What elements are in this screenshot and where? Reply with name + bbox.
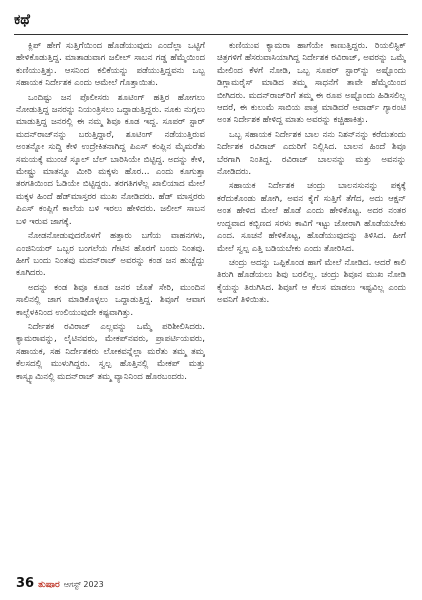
page-footer	[16, 576, 104, 592]
article-body	[16, 40, 406, 572]
paragraph: ಅದನ್ನು ಕಂಡ ಶಿವೂ ಕೂಡ ಜನರ ಜೊತೆ ಸೇರಿ, ಮುಂದಿನ ಸಾಲಿನಲ್ಲಿ ಜಾಗ ಮಾಡಿಕೊಳ್ಳಲು ಒದ್ದಾಡುತ್ತಿದ್ದ. ಶಿವೂಗೆ ಆವಾಗ ಕಾಲ್ಬೆಳಕಿನಿಂದ ಉಲಿಯುವುದೇ ಕಷ್ಟವಾಗಿತ್ತು.	[16, 282, 205, 318]
paragraph: ಕುಣಿಯುವ ಕ್ಯಾಮರಾ ಹಾಗೆಯೇ ಕಾಣುತ್ತಿದ್ದರು. ರಿಯಲಿಸ್ಟಿಕ್ ಚಿತ್ರಗಳಿಗೆ ಹೆಸರುವಾಸಿಯಾಗಿದ್ದ ನಿರ್ದೇಶಕ ರವಿರಾಜ್, ಅವರನ್ನು ಒಮ್ಮೆ ಮೇಲಿಂದ ಕೆಳಗೆ ನೋಡಿ, ಒಬ್ಬ ಸೂಪರ್ ಸ್ಟಾರ್‌ನ್ನು ಅಷ್ಟೊಂದು ಡಿಗ್ಲಾಮರೈಸ್ ಮಾಡಿದ ತಮ್ಮ ಸಾಧನೆಗೆ ತಾವೇ ಹೆಮ್ಮೆಯಿಂದ ಬೀಗಿದರು. ಮದನ್‌ರಾಜ್‌ರಿಗೆ ತಮ್ಮ ಈ ರೂಪ ಅಷ್ಟೊಂದು ಹಿಡಿಸಲಿಲ್ಲ ಆದರೆ, ಈ ಕುಲುಮೆ ಸಾಬಿಯ ಪಾತ್ರ ಮಾಡಿದರೆ ಅವಾರ್ಡ್ ಗ್ಯಾರಂಟಿ ಅಂತ ನಿರ್ದೇಶಕ ಹೇಳಿದ್ದ ಮಾತು ಅವರನ್ನು ಕಚ್ಚಿಹಾಕಿತ್ತು.	[217, 41, 406, 126]
left-column	[16, 40, 205, 572]
paragraph: ಸಹಾಯಕ ನಿರ್ದೇಶಕ ಚಂದ್ರು ಬಾಲನಸುನನ್ನು ಪಕ್ಕಕ್ಕೆ ಕರೆದುಕೊಂಡು ಹೋಗಿ, ಅವನ ಕೈಗೆ ಸುತ್ತಿಗೆ ತೆಗೆದ, ಅದು ಆಕ್ಷನ್ ಅಂತ ಹೇಳಿದ ಮೇಲೆ ಹೊಡೆ ಎಂದು ಹೇಳಿಕೊಟ್ಟ. ಅದರ ನಂತರ ಉದ್ದವಾದ ಕಬ್ಬಿಣದ ಸರಳು ಕಾವಿಗೆ ಇಟ್ಟು ಜೋರಾಗಿ ಹೊಡೆಯಬೇಕು ಎಂದ. ಸೂಚನೆ ಹೇಳಿಕೊಟ್ಟ, ಹೊಡೆಯುವುದನ್ನು ತಿಳಿಸಿದ. ಹೀಗೆ ಮೇಲೆ ಸ್ವಲ್ಪ ಎತ್ತಿ ಬಡಿಯಬೇಕು ಎಂದು ತೋರಿಸಿದ.	[217, 181, 406, 254]
paragraph: ಕ್ಲಿಪ್ ಹೇಗೆ ಸುತ್ತಿಗೆಯಿಂದ ಹೊಡೆಯುವುದು ಎಂದೆಲ್ಲಾ ಒಟ್ಟಿಗೆ ಹೇಳಿಕೊಡುತ್ತಿದ್ದ. ಮಾತಾಡುವಾಗ ಜಲೀಲ್ ಸಾಬನ ಗಡ್ಡ ಹೆಮ್ಮೆಯಿಂದ ಕುಣಿಯುತ್ತಿತ್ತು. ಆಸನಿಂದ ಕಲಿಕೆಯನ್ನು ಪಡೆಯುತ್ತಿದ್ದವನು ಒಬ್ಬ ಸಹಾಯಕ ನಿರ್ದೇಶಕ ಎಂದು ಆಮೇಲೆ ಗೊತ್ತಾಯಿತು.	[16, 41, 205, 89]
section-label: ಕಥೆ	[14, 12, 30, 28]
issue-date: ಆಗಸ್ಟ್ 2023	[63, 580, 104, 589]
paragraph: ಚಂದ್ರು ಅದನ್ನು ಒಪ್ಪಿಕೊಂಡ ಹಾಗೆ ಮೇಲೆ ನೋಡಿದ. ಆದರೆ ಕಾಲಿ ತಿರುಗಿ ಹೊಡೆಯಲು ಶಿವು ಬರಲಿಲ್ಲ. ಚಂದ್ರು ಶಿವೂನ ಮುಖ ನೋಡಿ ಕೈಯನ್ನು ತಿರುಗಿಸಿದ. ಶಿವೂಗೆ ಆ ಕೆಲಸ ಮಾಡಲು ಇಷ್ಟವಿಲ್ಲ ಎಂದು ಅವನಿಗೆ ತಿಳಿಯಿತು.	[217, 257, 406, 306]
page-number: 36	[16, 576, 35, 591]
header-divider	[14, 34, 408, 35]
magazine-name: ತುಷಾರ	[38, 580, 60, 590]
paragraph: ಒಬ್ಬ ಸಹಾಯಕ ನಿರ್ದೇಶಕ ಬಾಲ ನನು ನಿಶನ್‌ನನ್ನು ಕರೆದುತಂದು ನಿರ್ದೇಶಕ ರವಿರಾಜ್ ಎದುರಿಗೆ ನಿಲ್ಲಿಸಿದ. ಬಾಲನ ಹಿಂದೆ ಶಿವೂ ಬೆರಗಾಗಿ ನಿಂತಿದ್ದ. ರವಿರಾಜ್ ಬಾಲನನ್ನು ಮತ್ತು ಅವನನ್ನು ನೋಡಿದರು.	[217, 129, 406, 178]
paragraph: ಒಂದಿಷ್ಟು ಜನ ಪೊಲೀಸರು ಶೂಟಿಂಗ್ ಹತ್ತಿರ ಹೋಗಲು ನೋಡುತ್ತಿದ್ದ ಜನರನ್ನು ನಿಯಂತ್ರಿಸಲು ಒದ್ದಾಡುತ್ತಿದ್ದರು. ನೂಕು ನುಗ್ಗಲು ಮಾಡುತ್ತಿದ್ದ ಜನರಲ್ಲಿ ಈ ನಮ್ಮ ಶಿವೂ ಕೂಡ ಇದ್ದ. ಸೂಪರ್ ಸ್ಟಾರ್ ಮದನ್‌ರಾಜ್‌ನನ್ನು ಬರುತ್ತಿದ್ದಾರೆ, ಶೂಟಿಂಗ್ ನಡೆಯುತ್ತಿರುವ ಅಂತನ್ನೋ ಸುದ್ದಿ ಕೇಳಿ ಉದ್ರೇಕಿತನಾಗಿದ್ದ ಪಿಎಸ್ ಕಂಪ್ಲಿನ ಮೈಮರೆತು ಸಮಯಕ್ಕೆ ಮುಂಚೆ ಸ್ಕೂಲ್ ಬೆಲ್ ಬಾರಿಸಿಯೇ ಬಿಟ್ಟಿದ್ದ. ಅದನ್ನು ಕೇಳಿ, ಮೇಷ್ಟ್ರು ಮಾತನ್ನೂ ಮೀರಿ ಮಕ್ಕಳು ಹೊರ... ಎಂದು ಕೂಗುತ್ತಾ ತರಗತಿಯಿಂದ ಓಡಿಯೇ ಬಿಟ್ಟಿದ್ದರು. ತರಗತಿಗಳೆಲ್ಲ ಖಾಲಿಯಾದ ಮೇಲೆ ಮಕ್ಕಳ ಹಿಂದೆ ಹೆಡ್‌ಮಾಸ್ತರರ ಮುಖ ನೋಡಿದರು. ಹೆಡ್ ಮಾಸ್ತರರು ಪಿಎಸ್ ಕಂಪ್ಲಿಗೆ ಕಾಲೆಯ ಬಳಿ ಇರಲು ಹೇಳಿದರು. ಜಲೀಲ್ ಸಾಬನ ಬಳಿ ಇರುವ ಜಾಗಕ್ಕೆ.	[16, 92, 205, 227]
paragraph: ನಿರ್ದೇಶಕ ರವಿರಾಜ್ ಎಲ್ಲವನ್ನು ಒಮ್ಮೆ ಪರಿಶೀಲಿಸಿದರು. ಕ್ಯಾಮರಾವನ್ನು, ಲೈಟಿನವರು, ಮೇಕಪ್‌ನವರು, ಪ್ರಾಪರ್ಟಿಯವರು, ಸಹಾಯಕ, ಸಹ ನಿರ್ದೇಶಕರು ಲೋಕವನ್ನೆಲ್ಲಾ ಮರೆತು ತಮ್ಮ ತಮ್ಮ ಕೆಲಸದಲ್ಲಿ ಮುಳುಗಿದ್ದರು. ಸ್ವಲ್ಪ ಹೊತ್ತಿನಲ್ಲಿ ಮೇಕಪ್ ಮತ್ತು ಕಾಸ್ಟ್ಯೂಮಿನಲ್ಲಿ ಮದನ್‌ರಾಜ್ ತಮ್ಮ ವ್ಯಾನಿನಿಂದ ಹೊರಬಂದರು.	[16, 321, 205, 382]
right-column	[217, 40, 406, 572]
paragraph: ನೋಡನೋಡುವುದರೊಳಗೆ ಹತ್ತಾರು ಬಗೆಯ ವಾಹನಗಳು, ಎಂಜಿನಿಯರ್ ಒಬ್ಬರ ಬಂಗಲೆಯ ಗೇಟಿನ ಹೊರಗೆ ಬಂದು ನಿಂತವು. ಹೀಗೆ ಬಂದು ನಿಂತವು ಮದನ್‌ರಾಜ್ ಅವರನ್ನು ಕಂಡ ಜನ ಹುಚ್ಚೆದ್ದು ಕೂಗಿದರು.	[16, 231, 205, 279]
section-header	[14, 8, 30, 32]
